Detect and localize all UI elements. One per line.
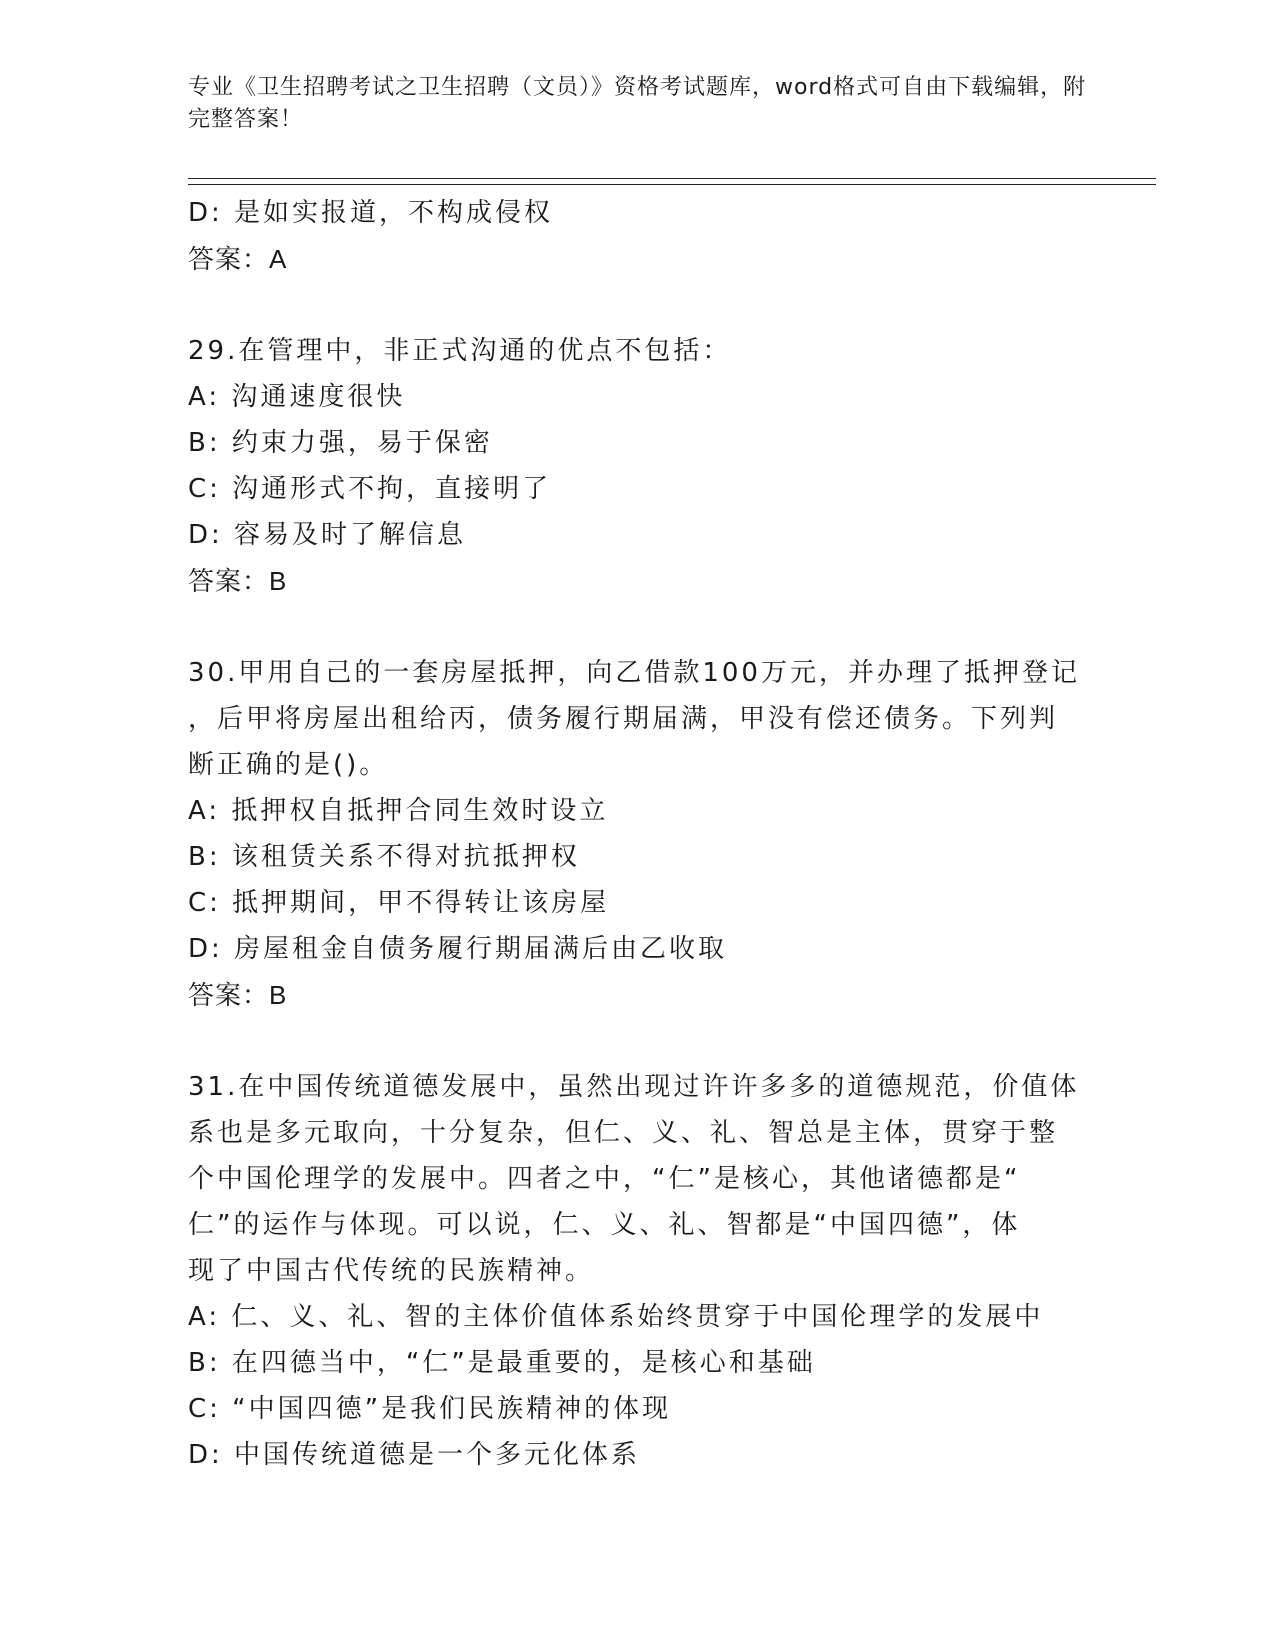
question-stem: 29.在管理中，非正式沟通的优点不包括： [188, 336, 732, 366]
question-30 [188, 650, 1088, 1018]
question-31 [188, 1064, 1088, 1478]
option-c: C: 沟通形式不拘，直接明了 [188, 474, 552, 504]
question-29 [188, 328, 1088, 604]
question-stem-line-4: 仁”的运作与体现。可以说，仁、义、礼、智都是“中国四德”，体 [188, 1210, 1021, 1240]
option-a: A: 抵押权自抵押合同生效时设立 [188, 796, 609, 826]
question-stem-line-5: 现了中国古代传统的民族精神。 [188, 1256, 595, 1286]
option-d: D: 容易及时了解信息 [188, 520, 467, 550]
spacer [188, 1018, 1088, 1064]
answer-line: 答案：A [188, 244, 288, 274]
answer-line: 答案：B [188, 980, 288, 1010]
header-divider-bottom [188, 184, 1156, 185]
question-stem-line-1: 31.在中国传统道德发展中，虽然出现过许许多多的道德规范，价值体 [188, 1072, 1080, 1102]
page-header: 专业《卫生招聘考试之卫生招聘（文员）》资格考试题库，word格式可自由下载编辑，附完整答案！ [188, 75, 1087, 132]
question-stem-line-3: 断正确的是()。 [188, 750, 389, 780]
question-28-tail [188, 190, 1088, 282]
answer-line: 答案：B [188, 566, 288, 596]
spacer [188, 282, 1088, 328]
option-b: B: 约束力强，易于保密 [188, 428, 493, 458]
option-c: C: “中国四德”是我们民族精神的体现 [188, 1394, 672, 1424]
option-d: D: 房屋租金自债务履行期届满后由乙收取 [188, 934, 728, 964]
option-c: C: 抵押期间，甲不得转让该房屋 [188, 888, 610, 918]
option-b: B: 在四德当中，“仁”是最重要的，是核心和基础 [188, 1348, 816, 1378]
question-stem-line-2: 系也是多元取向，十分复杂，但仁、义、礼、智总是主体，贯穿于整 [188, 1118, 1059, 1148]
option-a: A: 仁、义、礼、智的主体价值体系始终贯穿于中国伦理学的发展中 [188, 1302, 1044, 1332]
question-content [188, 190, 1088, 1478]
question-stem-line-1: 30.甲用自己的一套房屋抵押，向乙借款100万元，并办理了抵押登记 [188, 658, 1080, 688]
spacer [188, 604, 1088, 650]
option-b: B: 该租赁关系不得对抗抵押权 [188, 842, 580, 872]
option-d: D: 是如实报道，不构成侵权 [188, 198, 554, 228]
question-stem-line-3: 个中国伦理学的发展中。四者之中，“仁”是核心，其他诸德都是“ [188, 1164, 1021, 1194]
question-stem-line-2: ，后甲将房屋出租给丙，债务履行期届满，甲没有偿还债务。下列判 [188, 704, 1059, 734]
header-divider-top [188, 178, 1156, 179]
option-a: A: 沟通速度很快 [188, 382, 406, 412]
option-d: D: 中国传统道德是一个多元化体系 [188, 1440, 641, 1470]
